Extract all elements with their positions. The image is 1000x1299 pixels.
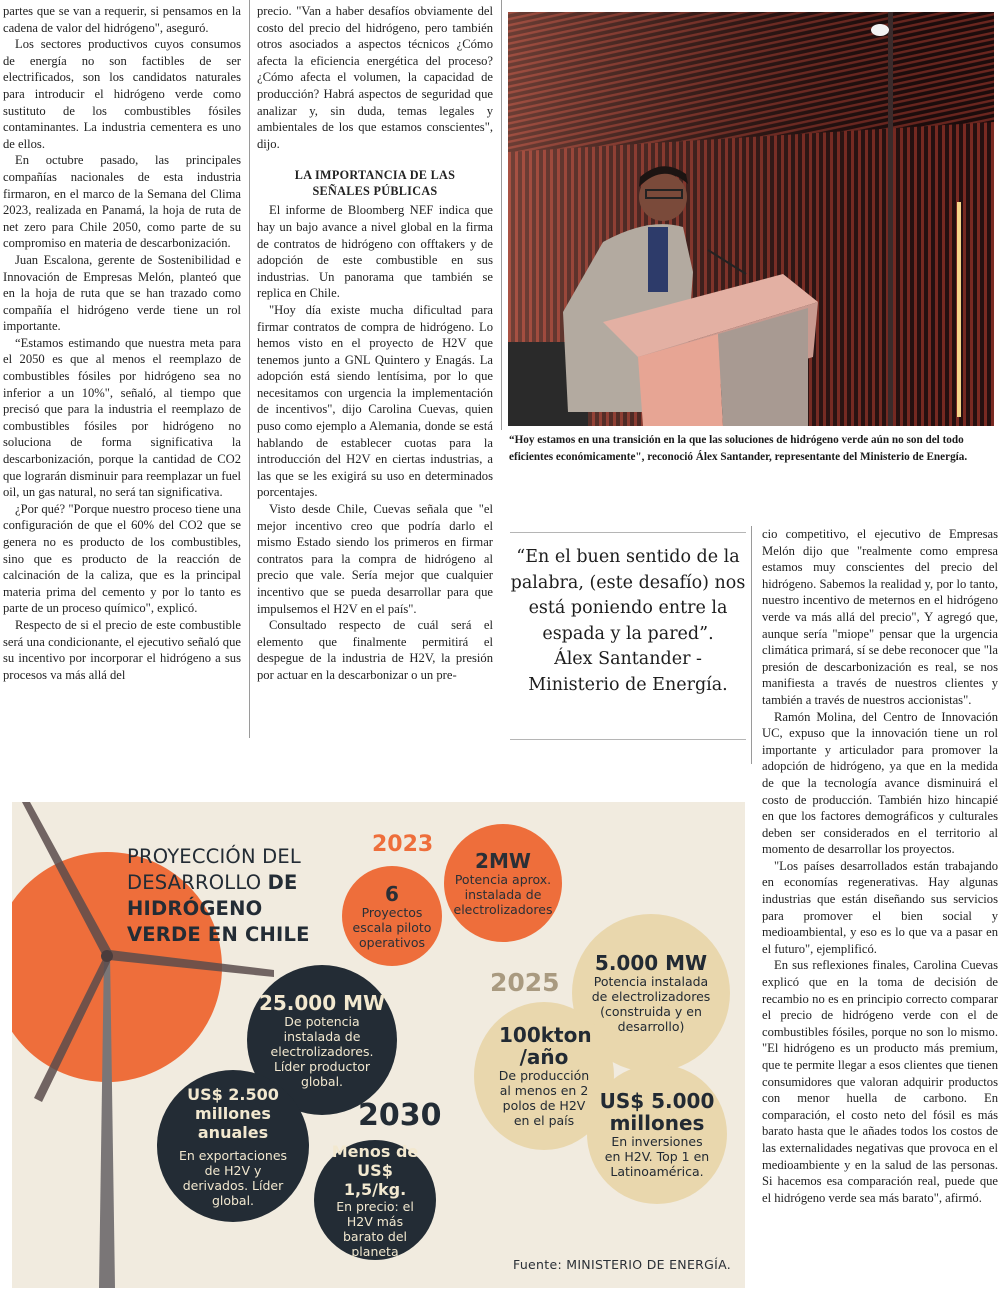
article-paragraph: Ramón Molina, del Centro de Innovación UC, expuso que la innovación tiene un rol importante y articulador para promover la adopción de hidrógeno, ya que en la medida de que la tecnología avance disminuirá el costo de producción. También hizo hincapié en que los factores demográficos y culturales deben ser considerados en el territorio al momento de desarrollar los proyectos. bbox=[762, 709, 998, 857]
article-paragraph: “Estamos estimando que nuestra meta para el 2050 es que al menos el reemplazo de combustibles fósiles por hidrógeno sea no inferior a un 10%", señaló, al tiempo que precisó que para la industria el reemplazo de combustibles fósiles por hidrógeno no soluciona de forma significativa la descarbonización, porque la cantidad de CO2 que lograrán disminuir para reemplazar un fuel oil, un gas natural, no será tan significativa. bbox=[3, 335, 241, 500]
stat-bubble-2030-exports bbox=[157, 1070, 309, 1222]
stat-description: Proyectos escala piloto operativos bbox=[352, 904, 432, 950]
stat-value: 2MW bbox=[475, 848, 531, 873]
stat-value: 5.000 MW bbox=[594, 951, 708, 975]
pull-quote bbox=[510, 532, 746, 740]
article-paragraph: El informe de Bloomberg NEF indica que hay un bajo avance a nivel global en la firma de contratos de hidrógeno con offtakers y de adopción de este combustible en sus industrias. Un panorama que también se replica en Chile. bbox=[257, 203, 493, 301]
column-divider bbox=[249, 0, 250, 738]
article-column-4 bbox=[762, 526, 998, 1296]
title-word-bold: VERDE EN CHILE bbox=[127, 923, 310, 946]
article-paragraph: Juan Escalona, gerente de Sostenibilidad e Innovación de Empresas Melón, planteó que en la hoja de ruta que se han trazado como compañía el hidrógeno verde tiene un rol importante. bbox=[3, 252, 241, 334]
stat-bubble-2023-projects bbox=[342, 866, 442, 966]
article-column-1 bbox=[3, 3, 241, 738]
pull-quote-affiliation: Ministerio de Energía. bbox=[528, 674, 728, 695]
stat-description: De producción al menos en 2 polos de H2V en el país bbox=[498, 1068, 590, 1128]
article-paragraph: "Los países desarrollados están trabajando en economías regenerativas. Hay algunas industrias que están diseñando sus servicios para promover el bien social y medioambiental, y eso es lo que va a pasar en el futuro", ejemplificó. bbox=[762, 858, 998, 956]
article-paragraph: Los sectores productivos cuyos consumos de energía no son factibles de ser electrificados, son los candidatos naturales para introducir el hidrógeno verde como sustituto de los combustibles fósiles contaminantes. La industria cementera es uno de ellos. bbox=[3, 37, 241, 151]
subheading-line: SEÑALES PÚBLICAS bbox=[312, 183, 438, 198]
pull-quote-author: Álex Santander - bbox=[554, 649, 702, 669]
stat-description: En inversiones en H2V. Top 1 en Latinoamérica. bbox=[604, 1133, 710, 1179]
stat-bubble-2030-price bbox=[314, 1140, 436, 1260]
article-paragraph: partes que se van a requerir, si pensamos en la cadena de valor del hidrógeno", aseguró. bbox=[3, 4, 241, 35]
stat-description: De potencia instalada de electrolizadores. Líder productor global. bbox=[270, 1013, 374, 1089]
stat-bubble-2023-power bbox=[444, 824, 562, 942]
article-paragraph: En sus reflexiones finales, Carolina Cuevas explicó que en la toma de decisión de recambio no es en principio correcto comparar el precio de hidrógeno verde con el de combustibles fósiles, porque no son lo mismo. "El hidrógeno es un producto más premium, que te permite llegar a esos clientes que tienen consumidores que valoran adquirir productos con menor huella de carbono. En comparación, el costo neto del fósil es más barato hasta que le añades todos los costos de las externalidades negativas que provoca en el medioambiente y en la salud de las personas. Si hacemos esa comparación real, puede que el hidrógeno verde sea más barato", afirmó. bbox=[762, 958, 998, 1205]
stat-description: En precio: el H2V más barato del planeta bbox=[336, 1198, 414, 1259]
pull-quote-text: “En el buen sentido de la palabra, (este desafío) nos está poniendo entre la espada y la pared”. bbox=[510, 547, 746, 644]
stat-bubble-2025-investment bbox=[587, 1064, 727, 1204]
column-divider bbox=[751, 526, 752, 764]
stat-value: US$ 2.500 millones anuales bbox=[187, 1084, 279, 1142]
title-line bbox=[127, 870, 347, 896]
infographic-title bbox=[127, 844, 347, 948]
year-label-2030: 2030 bbox=[358, 1098, 442, 1133]
title-word-bold: DE bbox=[267, 871, 298, 894]
title-line bbox=[127, 922, 347, 948]
stat-description: Potencia aprox. instalada de electrolizadores bbox=[453, 871, 553, 917]
title-word-bold: HIDRÓGENO bbox=[127, 897, 263, 920]
article-paragraph: cio competitivo, el ejecutivo de Empresas Melón dijo que "realmente como empresa estamos muy conscientes del precio del hidrógeno. Sabemos la realidad y, por lo tanto, nuestro incentivo de meternos en el hidrógeno verde va más allá del precio", Y agregó que, aunque sería "miope" pensar que la urgencia climática primará, sí se debe reconocer que "la presión de descarbonización es real, se nos manifiesta a través de nuestros clientes y también a través de nuestros accionistas". bbox=[762, 527, 998, 707]
stat-description: En exportaciones de H2V y derivados. Líder global. bbox=[178, 1147, 288, 1208]
stat-value: 6 bbox=[385, 881, 399, 906]
article-paragraph: Respecto de si el precio de este combustible será una condicionante, el ejecutivo señaló que su incentivo por incorporar el hidrógeno a sus procesos va más allá del bbox=[3, 617, 241, 682]
title-word: DESARROLLO bbox=[127, 871, 262, 894]
hydrogen-projection-infographic bbox=[12, 802, 745, 1288]
photo-caption: “Hoy estamos en una transición en la que las soluciones de hidrógeno verde aún no son del todo eficientes económicamente", reconoció Álex Santander, representante del Ministerio de Energía. bbox=[509, 434, 968, 463]
article-paragraph: En octubre pasado, las principales compañías nacionales de esta industria firmaron, en el marco de la Semana del Clima 2023, realizada en Panamá, la hoja de ruta de net zero para Chile 2050, como parte de su compromiso en materia de descarbonización. bbox=[3, 153, 241, 251]
article-paragraph: Visto desde Chile, Cuevas señala que "el mejor incentivo creo que podría darlo el mismo Estado siendo los primeros en firmar contratos para la compra de hidrógeno al precio que vale. Sería mejor que cualquier incentivo que se pueda desarrollar para que impulsemos el H2V en el país". bbox=[257, 502, 493, 616]
stat-value: 100kton /año bbox=[499, 1023, 592, 1069]
stat-description: Potencia instalada de electrolizadores (construida y en desarrollo) bbox=[591, 974, 711, 1034]
speaker-photo-illustration bbox=[508, 12, 994, 426]
stat-value: 25.000 MW bbox=[258, 990, 386, 1015]
speaker-photo bbox=[508, 12, 994, 426]
title-line: PROYECCIÓN DEL bbox=[127, 845, 301, 868]
year-label-2023: 2023 bbox=[372, 832, 434, 857]
article-paragraph: "Hoy día existe mucha dificultad para firmar contratos de compra de hidrógeno. Lo hemos visto en el proyecto de H2V que tenemos junto a GNL Quintero y Enagás. La adopción está siendo lentísima, por lo que necesitamos con urgencia la implementación de incentivos", dijo Carolina Cuevas, quien puso como ejemplo a Alemania, donde se está hablando de establecer cuotas para la introducción del H2V en ciertas industrias, a las que se les exigirá su uso en determinados porcentajes. bbox=[257, 302, 493, 500]
subheading-line: LA IMPORTANCIA DE LAS bbox=[294, 168, 456, 183]
stat-value: Menos de US$ 1,5/kg. bbox=[331, 1141, 419, 1199]
article-column-2 bbox=[257, 3, 493, 738]
year-label-2025: 2025 bbox=[490, 968, 560, 997]
infographic-source: Fuente: MINISTERIO DE ENERGÍA. bbox=[513, 1257, 731, 1272]
column-divider bbox=[501, 0, 502, 430]
article-paragraph: precio. "Van a haber desafíos obviamente del costo del precio del hidrógeno, pero también otros asociados a aspectos técnicos ¿Cómo afecta la eficiencia energética del proceso? ¿Cómo afecta el volumen, la capacidad de producción? Habrá aspectos de seguridad que analizar y, sin duda, temas legales y ambientales de los que estamos conscientes", dijo. bbox=[257, 4, 493, 151]
article-paragraph: ¿Por qué? "Porque nuestro proceso tiene una configuración de que el 60% del CO2 que se genera no es producto de los combustibles, sino que es producto de la reacción de calcinación de la caliza, que es la principal materia prima del cemento y por lo tanto es parte de un proceso químico", explicó. bbox=[3, 501, 241, 616]
section-subheading bbox=[257, 168, 493, 199]
title-line bbox=[127, 896, 347, 922]
stat-value: US$ 5.000 millones bbox=[599, 1088, 715, 1135]
article-paragraph: Consultado respecto de cuál será el elemento que finalmente permitirá el despegue de la industria de H2V, la presión por actuar en la descarbonizar o un pre- bbox=[257, 618, 493, 682]
